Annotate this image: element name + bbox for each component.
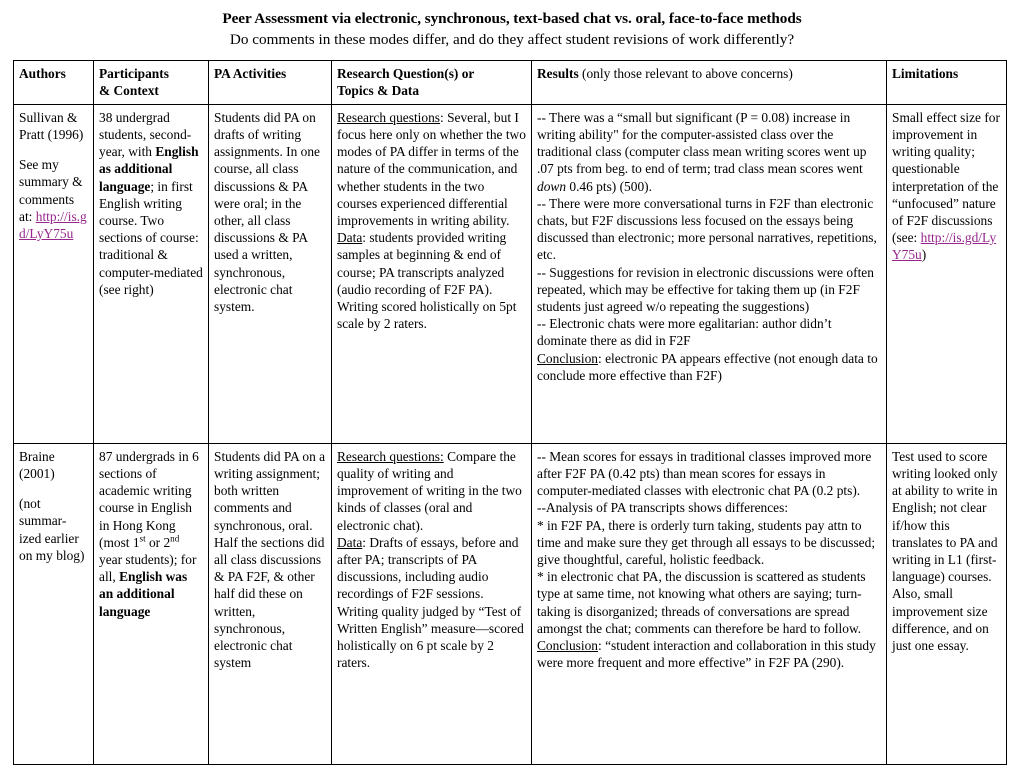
cell-results-row2 — [532, 443, 887, 764]
column-header-participants-line1: Participants — [99, 66, 169, 82]
cell-research-row2 — [332, 443, 532, 764]
participants-text-mid: or 2 — [145, 534, 171, 550]
page-title: Peer Assessment via electronic, synchronous, text-based chat vs. oral, face-to-face methods — [222, 10, 802, 27]
results-bullet-2: -- There were more conversational turns in F2F than electronic chats, but F2F discussions less focused on the essays being discussed than electronic; more personal narratives, repetitions, etc. — [537, 195, 877, 263]
participants-text-mid2: year students); for all, — [99, 551, 197, 585]
limitations-text: Test used to score writing looked only at ability to write in English; not clear if/how this translates to PA and writing in L1 (first-language) courses. Also, small improvement size difference, and on just one essay. — [892, 448, 998, 654]
column-header-results — [532, 61, 887, 104]
table-row — [14, 104, 1007, 443]
cell-pa-activities-row1 — [209, 104, 332, 443]
column-header-limitations-label: Limitations — [892, 66, 959, 82]
results-bullet-2: --Analysis of PA transcripts shows differences: — [537, 500, 789, 516]
authors-citation: Sullivan & Pratt (1996) — [19, 109, 84, 142]
column-header-results-note: (only those relevant to above concerns) — [578, 66, 793, 82]
authors-citation: Braine (2001) — [19, 448, 55, 481]
results-conclusion-text: : electronic PA appears effective (not enough data to conclude more effective than F2F) — [537, 350, 878, 383]
table-header-row — [14, 61, 1007, 104]
pa-activities-text: Students did PA on drafts of writing assignments. In one course, all class discussions & PA were oral; in the other, all class discussions & PA used a written, synchronous, electronic chat system. — [214, 109, 320, 315]
table-header — [14, 61, 1007, 104]
cell-limitations-row1 — [887, 104, 1007, 443]
participants-text-pre: 87 undergrads in 6 sections of academic writing course in English in Hong Kong (most 1 — [99, 448, 199, 550]
column-header-research-line2: Topics & Data — [337, 83, 420, 99]
literature-matrix-table — [13, 60, 1007, 764]
participants-text-pre: 38 undergrad students, second-year, with — [99, 109, 192, 160]
cell-pa-activities-row2 — [209, 443, 332, 764]
results-bullet-1: -- Mean scores for essays in traditional classes improved more after F2F PA (0.42 pts) than mean scores for essays in computer-mediated classes with electronic chat PA (0.2 pts). — [537, 448, 872, 499]
ordinal-superscript-first: st — [139, 533, 146, 544]
column-header-authors-label: Authors — [19, 66, 66, 82]
research-questions-label: Research questions: — [337, 448, 444, 464]
results-bullet-4: * in electronic chat PA, the discussion is scattered as students type at same time, not knowing what others are saying; turn-taking is disorganized; threads of conversations are spread amongst the chat; comments can therefore be hard to follow. — [537, 569, 866, 636]
page-subtitle: Do comments in these modes differ, and do they affect student revisions of work differently? — [229, 31, 795, 49]
column-header-limitations — [887, 61, 1007, 104]
research-data-text: : students provided writing samples at beginning & end of course; PA transcripts analyzed (audio recording of F2F PA). Writing scored holistically on 5pt scale by 2 raters. — [337, 230, 517, 332]
spacer — [19, 143, 88, 156]
results-conclusion-label: Conclusion — [537, 638, 599, 654]
results-bullet-1-italic: down — [537, 178, 567, 194]
authors-summary-link[interactable]: http://is.gd/LyY75u — [19, 208, 87, 241]
column-header-pa-activities — [209, 61, 332, 104]
column-header-research-questions — [332, 61, 532, 104]
title-block — [0, 0, 1024, 50]
results-bullet-4: -- Electronic chats were more egalitarian: author didn’t dominate there as did in F2F — [537, 316, 832, 349]
results-bullet-3: -- Suggestions for revision in electronic discussions were often repeated, which may be effective for taking them up (in F2F students just agreed w/o repeating the suggestions) — [537, 264, 874, 315]
participants-text-emphasis: English as additional language — [99, 144, 199, 194]
column-header-participants — [94, 61, 209, 104]
table-body — [14, 104, 1007, 764]
research-data-text: : Drafts of essays, before and after PA; transcripts of PA discussions, including audio recordings of F2F sessions. Writing quality judged by “Test of Written English” measure—scored holistically on 6 pt scale by 2 raters. — [337, 534, 524, 671]
column-header-results-label: Results — [537, 66, 579, 82]
results-conclusion-text: : “student interaction and collaboration in this study were more frequent and more effective” in F2F PA (290). — [537, 638, 876, 671]
limitations-text: Small effect size for improvement in writing quality; questionable interpretation of the “unfocused” nature of F2F discussions (see: — [892, 109, 1000, 246]
research-data-label: Data — [337, 534, 363, 550]
spacer — [19, 482, 88, 495]
research-questions-label: Research questions — [337, 109, 441, 125]
cell-research-row1 — [332, 104, 532, 443]
research-questions-text: : Several, but I focus here only on whether the two modes of PA differ in terms of the nature of the communication, and whether students in the two courses experienced differential improvements in writing ability. — [337, 109, 526, 228]
ordinal-superscript-second: nd — [170, 533, 180, 544]
table-row — [14, 443, 1007, 764]
cell-participants-row2 — [94, 443, 209, 764]
limitations-text-after: ) — [921, 247, 927, 263]
cell-results-row1 — [532, 104, 887, 443]
limitations-link[interactable]: http://is.gd/LyY75u — [892, 230, 997, 263]
cell-limitations-row2 — [887, 443, 1007, 764]
research-questions-text: Compare the quality of writing and improvement of writing in the two kinds of classes (oral and electronic chat). — [337, 448, 522, 533]
results-conclusion-label: Conclusion — [537, 350, 599, 366]
results-bullet-3: * in F2F PA, there is orderly turn taking, students pay attn to time and make sure they get through all essays to be discussed; give thoughtful, careful, holistic feedback. — [537, 517, 876, 567]
results-bullet-1b: 0.46 pts) (500). — [566, 178, 652, 194]
participants-text-emphasis: English was an additional language — [99, 569, 188, 619]
cell-authors-row1 — [14, 104, 94, 443]
cell-participants-row1 — [94, 104, 209, 443]
cell-authors-row2 — [14, 443, 94, 764]
column-header-pa-activities-label: PA Activities — [214, 66, 287, 82]
authors-note: (not summar-ized earlier on my blog) — [19, 496, 85, 563]
results-bullet-1a: -- There was a “small but significant (P = 0.08) increase in writing ability" for the computer-assisted class over the traditional class (computer class mean writing scores went up .07 pts from beg. to end of term; trad class mean scores went — [537, 109, 867, 177]
research-data-label: Data — [337, 230, 363, 246]
column-header-research-line1: Research Question(s) or — [337, 66, 475, 82]
pa-activities-text: Students did PA on a writing assignment; both written comments and synchronous, oral. Half the sections did all class discussions & PA F2F, & other half did these on written, synchronous, electronic chat system — [214, 448, 326, 671]
participants-text-post: ; in first English writing course. Two sections of course: traditional & computer-mediated (see right) — [99, 178, 203, 297]
column-header-participants-line2: & Context — [99, 83, 159, 99]
authors-note: See my summary & comments at: — [19, 157, 83, 224]
column-header-authors — [14, 61, 94, 104]
